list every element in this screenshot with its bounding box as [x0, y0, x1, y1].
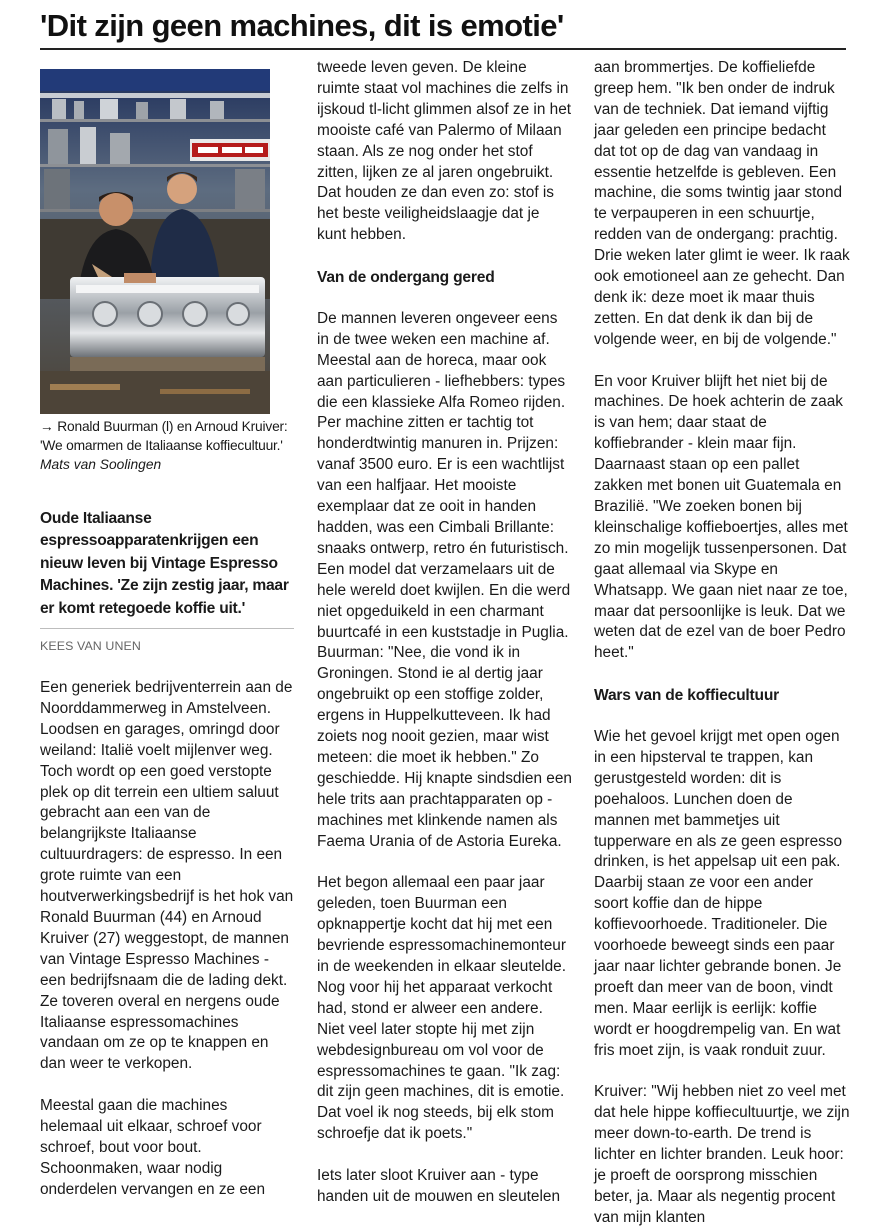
body-paragraph: aan brommertjes. De koffieliefde greep hem. "Ik ben onder de indruk van de techniek. Dat iemand vijftig jaar geleden een principe bedacht dat tot op de dag van vandaag in essentie hetzelfde is gebleven. Een machine, die soms twintig jaar stond te verpauperen in een schuurtje, redden van de ondergang: prachtig. Drie weken later glimt ie weer. Ik raak ook emotioneel aan ze gehecht. Dan denk ik: deze moet ik maar thuis zetten. En dat denk ik dan bij de volgende weer, en bij de volgende.": [594, 59, 850, 348]
body-paragraph: tweede leven geven. De kleine ruimte staat vol machines die zelfs in ijskoud tl-licht glimmen alsof ze in het mooiste café van Palermo of Milaan staan. Als ze nog onder het stof zitten, lijken ze al jaren ongebruikt. Dat houden ze dan even zo: stof is het beste veiligheidslaagje dat je kunt hebben.: [317, 59, 572, 244]
body-paragraph: Wie het gevoel krijgt met open ogen in een hipsterval te trappen, kan gerustgesteld worden: dit is poehaloos. Lunchen doen de mannen met bammetjes uit tupperware en als ze geen espresso drinken, is het appelsap uit een pak. Daarbij staan ze voor een ander soort koffie dan de hippe koffievoorhoede. Traditioneler. Die voorhoede beweegt sinds een paar jaar naar lichter gebrande bonen. Je proeft dan meer van de boon, vindt men. Maar eerlijk is eerlijk: koffie wordt er hoogdrempelig van. En wat fris moet zijn, is vaak ronduit zuur.: [594, 728, 843, 1059]
headline: 'Dit zijn geen machines, dit is emotie': [40, 8, 564, 43]
section-heading: Van de ondergang gered: [317, 269, 495, 287]
headline-rule: [40, 48, 846, 50]
body-paragraph: En voor Kruiver blijft het niet bij de machines. De hoek achterin de zaak is van hem; daar staat de koffiebrander - klein maar fijn. Daarnaast staan op een pallet zakken met bonen uit Guatemala en Brazilië. "We zoeken bonen bij kleinschalige koffieboertjes, alles met zo min mogelijk tussenpersonen. Dat gaat allemaal via Skype en Whatsapp. We gaan niet naar ze toe, maar dat persoonlijke is leuk. Dat we weten dat de ezel van de boer Pedro heet.": [594, 372, 848, 662]
body-paragraph: De mannen leveren ongeveer eens in de twee weken een machine af. Meestal aan de horeca, maar ook aan particulieren - liefhebbers: types die een klassieke Alfa Romeo rijden. Per machine zitten er tachtig tot honderdtwintig manuren in. Prijzen: vanaf 3500 euro. Er is een wachtlijst van een halfjaar. Het mooiste exemplaar dat ze ooit in handen hadden, was een Cimbali Brillante: snaaks ontwerp, retro én futuristisch. Een model dat verzamelaars uit de hele wereld doet kwijlen. En die werd niet opgeduikeld in een charmant buurtcafé in een kuststadje in Puglia. Buurman: "Nee, die vond ik in Groningen. Stond ie al dertig jaar ongebruikt op een stoffige zolder, ergens in Huppelkutteveen. Ik had zoiets nog nooit gezien, maar wist meteen: die moet ik hebben." Zo geschiedde. Hij knapte sindsdien een hele trits aan prachtapparaten op - machines met klinkende namen als Faema Urania of de Astoria Eureka.: [317, 309, 572, 850]
author-byline: KEES VAN UNEN: [40, 639, 141, 654]
body-paragraph: Meestal gaan die machines helemaal uit elkaar, schroef voor schroef, bout voor bout. Schoonmaken, waar nodig onderdelen vervangen en ze een: [40, 1097, 266, 1198]
body-paragraph: Iets later sloot Kruiver aan - type handen uit de mouwen en sleutelen: [317, 1167, 561, 1205]
column-3: [594, 58, 850, 1229]
body-paragraph: Het begon allemaal een paar jaar geleden, toen Buurman een opknappertje kocht dat hij met een bevriende espressomachinemonteur in de weekenden in elkaar sleutelde. Nog voor hij het apparaat verkocht had, stond er alweer een andere. Niet veel later stopte hij met zijn webdesignbureau om vol voor de espressomachines te gaan. "Ik zag: dit zijn geen machines, dit is emotie. Dat voel ik nog steeds, bij elk stom schroefje dat ik poets.": [317, 874, 566, 1143]
column-1: [40, 58, 294, 1201]
column-2: [317, 58, 572, 1208]
article-lead: Oude Italiaanse espressoapparatenkrijgen een nieuw leven bij Vintage Espresso Machines. 'Ze zijn zestig jaar, maar er komt retegoede koffie uit.': [40, 508, 294, 629]
photo-caption: → Ronald Buurman (l) en Arnoud Kruiver: 'We omarmen de Italiaanse koffiecultuur.': [40, 419, 288, 453]
body-paragraph: Kruiver: "Wij hebben niet zo veel met dat hele hippe koffiecultuurtje, we zijn meer down-to-earth. De trend is lichter en lichter branden. Leuk hoor: je proeft de oorsprong misschien beter, ja. Maar als negentig procent van mijn klanten: [594, 1083, 850, 1226]
section-heading: Wars van de koffiecultuur: [594, 687, 780, 705]
photo-image: [40, 69, 270, 414]
photo-credit: Mats van Soolingen: [40, 457, 162, 472]
body-paragraph: Een generiek bedrijventerrein aan de Noorddammerweg in Amstelveen. Loodsen en garages, omringd door weiland: Italië voelt mijlenver weg. Toch wordt op een goed verstopte plek op dit terrein een ultiem saluut gebracht aan een van de belangrijkste Italiaanse cultuurdragers: de espresso. In een grote ruimte van een houtverwerkingsbedrijf is het hok van Ronald Buurman (44) en Arnoud Kruiver (27) weggestopt, de mannen van Vintage Espresso Machines - een bedrijfsnaam die de lading dekt. Ze toveren overal en nergens oude Italiaanse espressomachines vandaan om ze op te knappen en dan weer te verkopen.: [40, 679, 294, 1073]
